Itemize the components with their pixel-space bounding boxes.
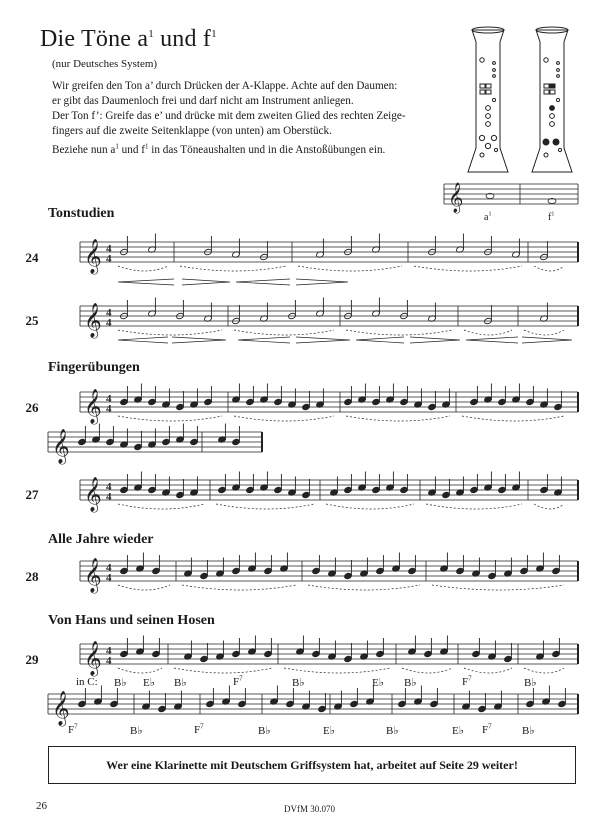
fingering-chart-f1 [532, 27, 572, 172]
instruction-line: fingers auf die zweite Seitenklappe (von unten) am Oberstück. [52, 125, 332, 137]
svg-text:4: 4 [106, 403, 112, 415]
instruction-text: in das Töneaushalten und in die Anstoßübungen ein. [148, 144, 386, 156]
svg-text:𝄞: 𝄞 [84, 641, 102, 676]
instruction-line: Der Ton f’: Greife das e’ und drücke mit dem zweiten Glied des rechten Zeige- [52, 110, 406, 122]
page-subtitle: (nur Deutsches System) [52, 58, 158, 70]
chord-symbol: E♭ [452, 725, 464, 737]
title-sup-2: 1 [211, 28, 217, 40]
instruction-line: Wir greifen den Ton a’ durch Drücken der A-Klappe. Achte auf den Daumen: [52, 80, 398, 92]
chord-symbol: B♭ [292, 677, 305, 689]
fingering-chart-a1 [468, 27, 508, 172]
footer-notice-text: Wer eine Klarinette mit Deutschem Griffsystem hat, arbeitet auf Seite 29 weiter! [106, 757, 518, 772]
svg-text:4: 4 [106, 655, 112, 667]
chord-symbol: E♭ [323, 725, 335, 737]
svg-text:4: 4 [106, 243, 112, 255]
instruction-sup: 1 [144, 142, 149, 151]
chord-base: F [482, 724, 489, 736]
svg-text:4: 4 [106, 393, 112, 405]
svg-text:𝄞: 𝄞 [52, 691, 70, 726]
footer-notice-box [48, 746, 576, 784]
svg-text:𝄞: 𝄞 [84, 239, 102, 274]
chord-base: F [68, 724, 75, 736]
chord-prefix: in C: [76, 676, 98, 688]
chord-sup: 7 [239, 674, 243, 683]
exercise-number-28: 28 [25, 569, 39, 584]
svg-text:𝄞: 𝄞 [52, 429, 70, 464]
svg-text:𝄞: 𝄞 [448, 183, 464, 213]
svg-text:4: 4 [106, 645, 112, 657]
chord-symbol: B♭ [522, 725, 535, 737]
instruction-line: er gibt das Daumenloch frei und darf nicht am Instrument anliegen. [52, 95, 354, 107]
exercise-number-27: 27 [25, 487, 39, 502]
title-and: und f [153, 26, 212, 52]
chord-symbol: B♭ [524, 677, 537, 689]
chord-symbol: B♭ [258, 725, 271, 737]
chord-base: F [233, 676, 240, 688]
chord-sup: 7 [74, 722, 78, 731]
section-heading-von-hans: Von Hans und seinen Hosen [48, 613, 215, 628]
svg-text:4: 4 [106, 253, 112, 265]
note-name: f [548, 212, 552, 223]
chord-symbol: B♭ [404, 677, 417, 689]
exercise-number-25: 25 [25, 313, 39, 328]
note-name: a [484, 212, 489, 223]
svg-text:4: 4 [106, 317, 112, 329]
chord-symbol: B♭ [386, 725, 399, 737]
section-heading-alle-jahre-wieder: Alle Jahre wieder [48, 532, 154, 547]
fingering-note-staff [444, 182, 578, 214]
chord-symbol: E♭ [143, 677, 155, 689]
section-heading-fingeruebungen: Fingerübungen [48, 360, 140, 375]
svg-text:4: 4 [106, 481, 112, 493]
title-sup-1: 1 [148, 28, 154, 40]
svg-text:4: 4 [106, 491, 112, 503]
chord-base: F [194, 724, 201, 736]
section-heading-tonstudien: Tonstudien [48, 206, 115, 221]
chord-sup: 7 [468, 674, 472, 683]
exercise-number-24: 24 [25, 250, 39, 265]
instruction-text: Beziehe nun a [52, 144, 116, 156]
svg-text:𝄞: 𝄞 [84, 558, 102, 593]
chord-sup: 7 [200, 722, 204, 731]
svg-text:4: 4 [106, 307, 112, 319]
chord-base: F [462, 676, 469, 688]
exercise-number-26: 26 [25, 400, 39, 415]
svg-text:4: 4 [106, 562, 112, 574]
svg-text:𝄞: 𝄞 [84, 477, 102, 512]
page-number: 26 [36, 800, 47, 812]
chord-symbol: B♭ [174, 677, 187, 689]
note-sup: 1 [488, 211, 492, 218]
chord-sup: 7 [488, 722, 492, 731]
svg-text:𝄞: 𝄞 [84, 303, 102, 338]
chord-symbol: E♭ [372, 677, 384, 689]
note-sup: 1 [551, 211, 555, 218]
chord-symbol: B♭ [130, 725, 143, 737]
title-text: Die Töne a [40, 26, 149, 52]
publisher-code: DVfM 30.070 [284, 804, 335, 814]
instruction-text: und f [118, 144, 145, 156]
svg-text:𝄞: 𝄞 [84, 389, 102, 424]
chord-symbol: B♭ [114, 677, 127, 689]
slurs [118, 266, 564, 673]
exercise-number-29: 29 [25, 652, 39, 667]
svg-text:4: 4 [106, 572, 112, 584]
instruction-sup: 1 [115, 142, 119, 151]
